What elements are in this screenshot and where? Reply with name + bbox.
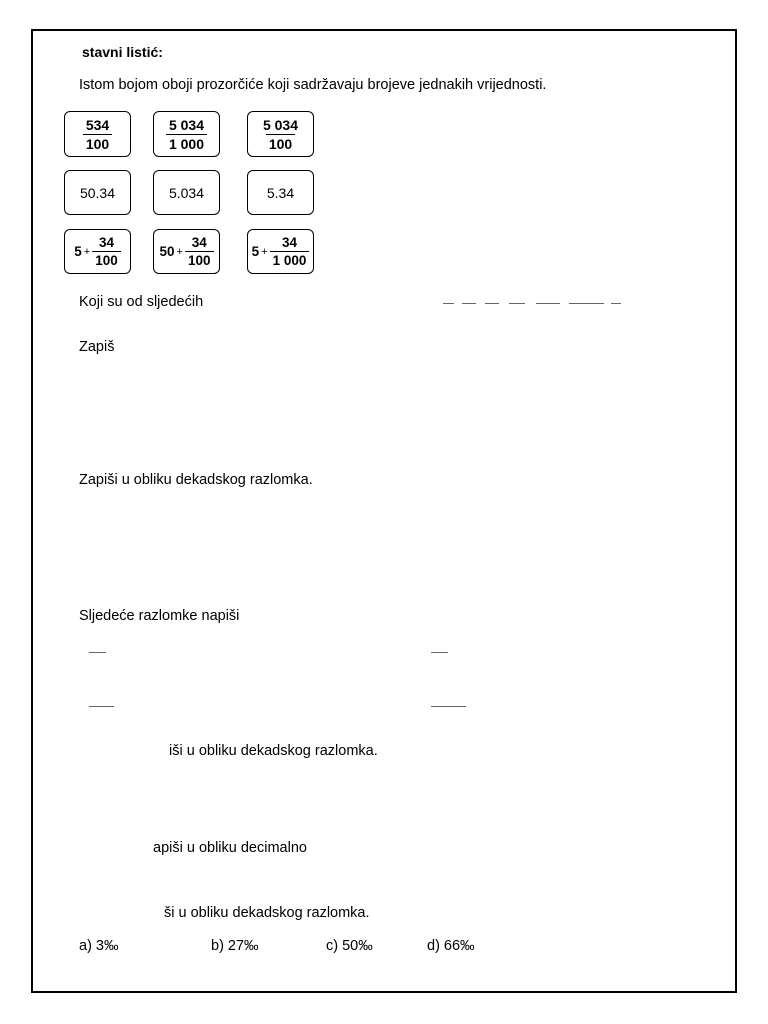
answer-line[interactable] bbox=[569, 303, 604, 304]
decimal-box-1[interactable]: 50.34 bbox=[64, 170, 131, 215]
fraction-bar bbox=[431, 706, 466, 707]
task4-text: Zapiši u obliku dekadskog razlomka. bbox=[79, 472, 313, 488]
mixed-box-1[interactable] bbox=[64, 229, 131, 274]
fraction-box-2[interactable] bbox=[153, 111, 220, 157]
fraction: $\frac{5 034}{1 000}$ bbox=[166, 118, 207, 151]
option-a: a) 3‰ bbox=[79, 938, 119, 954]
fraction-bar bbox=[89, 652, 106, 653]
answer-line[interactable] bbox=[611, 303, 621, 304]
answer-line[interactable] bbox=[462, 303, 476, 304]
task7-text: apiši u obliku decimalno bbox=[153, 840, 307, 856]
fraction-bar bbox=[89, 706, 114, 707]
decimal-box-2[interactable]: 5.034 bbox=[153, 170, 220, 215]
option-d: d) 66‰ bbox=[427, 938, 475, 954]
answer-line[interactable] bbox=[443, 303, 454, 304]
mixed-expression: 5 + $\frac{34}{1 000}$ bbox=[252, 236, 310, 268]
decimal-box-3[interactable]: 5.34 bbox=[247, 170, 314, 215]
task2-text: Koji su od sljedećih bbox=[79, 294, 204, 310]
answer-line[interactable] bbox=[536, 303, 560, 304]
task1-instruction: Istom bojom oboji prozorčiće koji sadržavaju brojeve jednakih vrijednosti. bbox=[79, 77, 547, 93]
task5-text: Sljedeće razlomke napiši bbox=[79, 608, 240, 624]
fraction-box-1[interactable] bbox=[64, 111, 131, 157]
mixed-expression: 50 + $\frac{34}{100}$ bbox=[160, 236, 214, 268]
mixed-expression: 5 + $\frac{34}{100}$ bbox=[74, 236, 120, 268]
answer-line[interactable] bbox=[509, 303, 525, 304]
answer-line[interactable] bbox=[485, 303, 499, 304]
task6-text: iši u obliku dekadskog razlomka. bbox=[169, 743, 378, 759]
mixed-box-2[interactable] bbox=[153, 229, 220, 274]
fraction-box-3[interactable] bbox=[247, 111, 314, 157]
worksheet-frame bbox=[31, 29, 737, 993]
task3-text: Zapiš bbox=[79, 339, 115, 355]
fraction-bar bbox=[431, 652, 448, 653]
mixed-box-3[interactable] bbox=[247, 229, 314, 274]
fraction: $\frac{5 034}{100}$ bbox=[262, 116, 299, 152]
task8-text: ši u obliku dekadskog razlomka. bbox=[164, 905, 370, 921]
option-b: b) 27‰ bbox=[211, 938, 259, 954]
fraction: $\frac{534}{100}$ bbox=[83, 118, 112, 151]
worksheet-title: stavni listić: bbox=[82, 44, 163, 60]
option-c: c) 50‰ bbox=[326, 938, 373, 954]
